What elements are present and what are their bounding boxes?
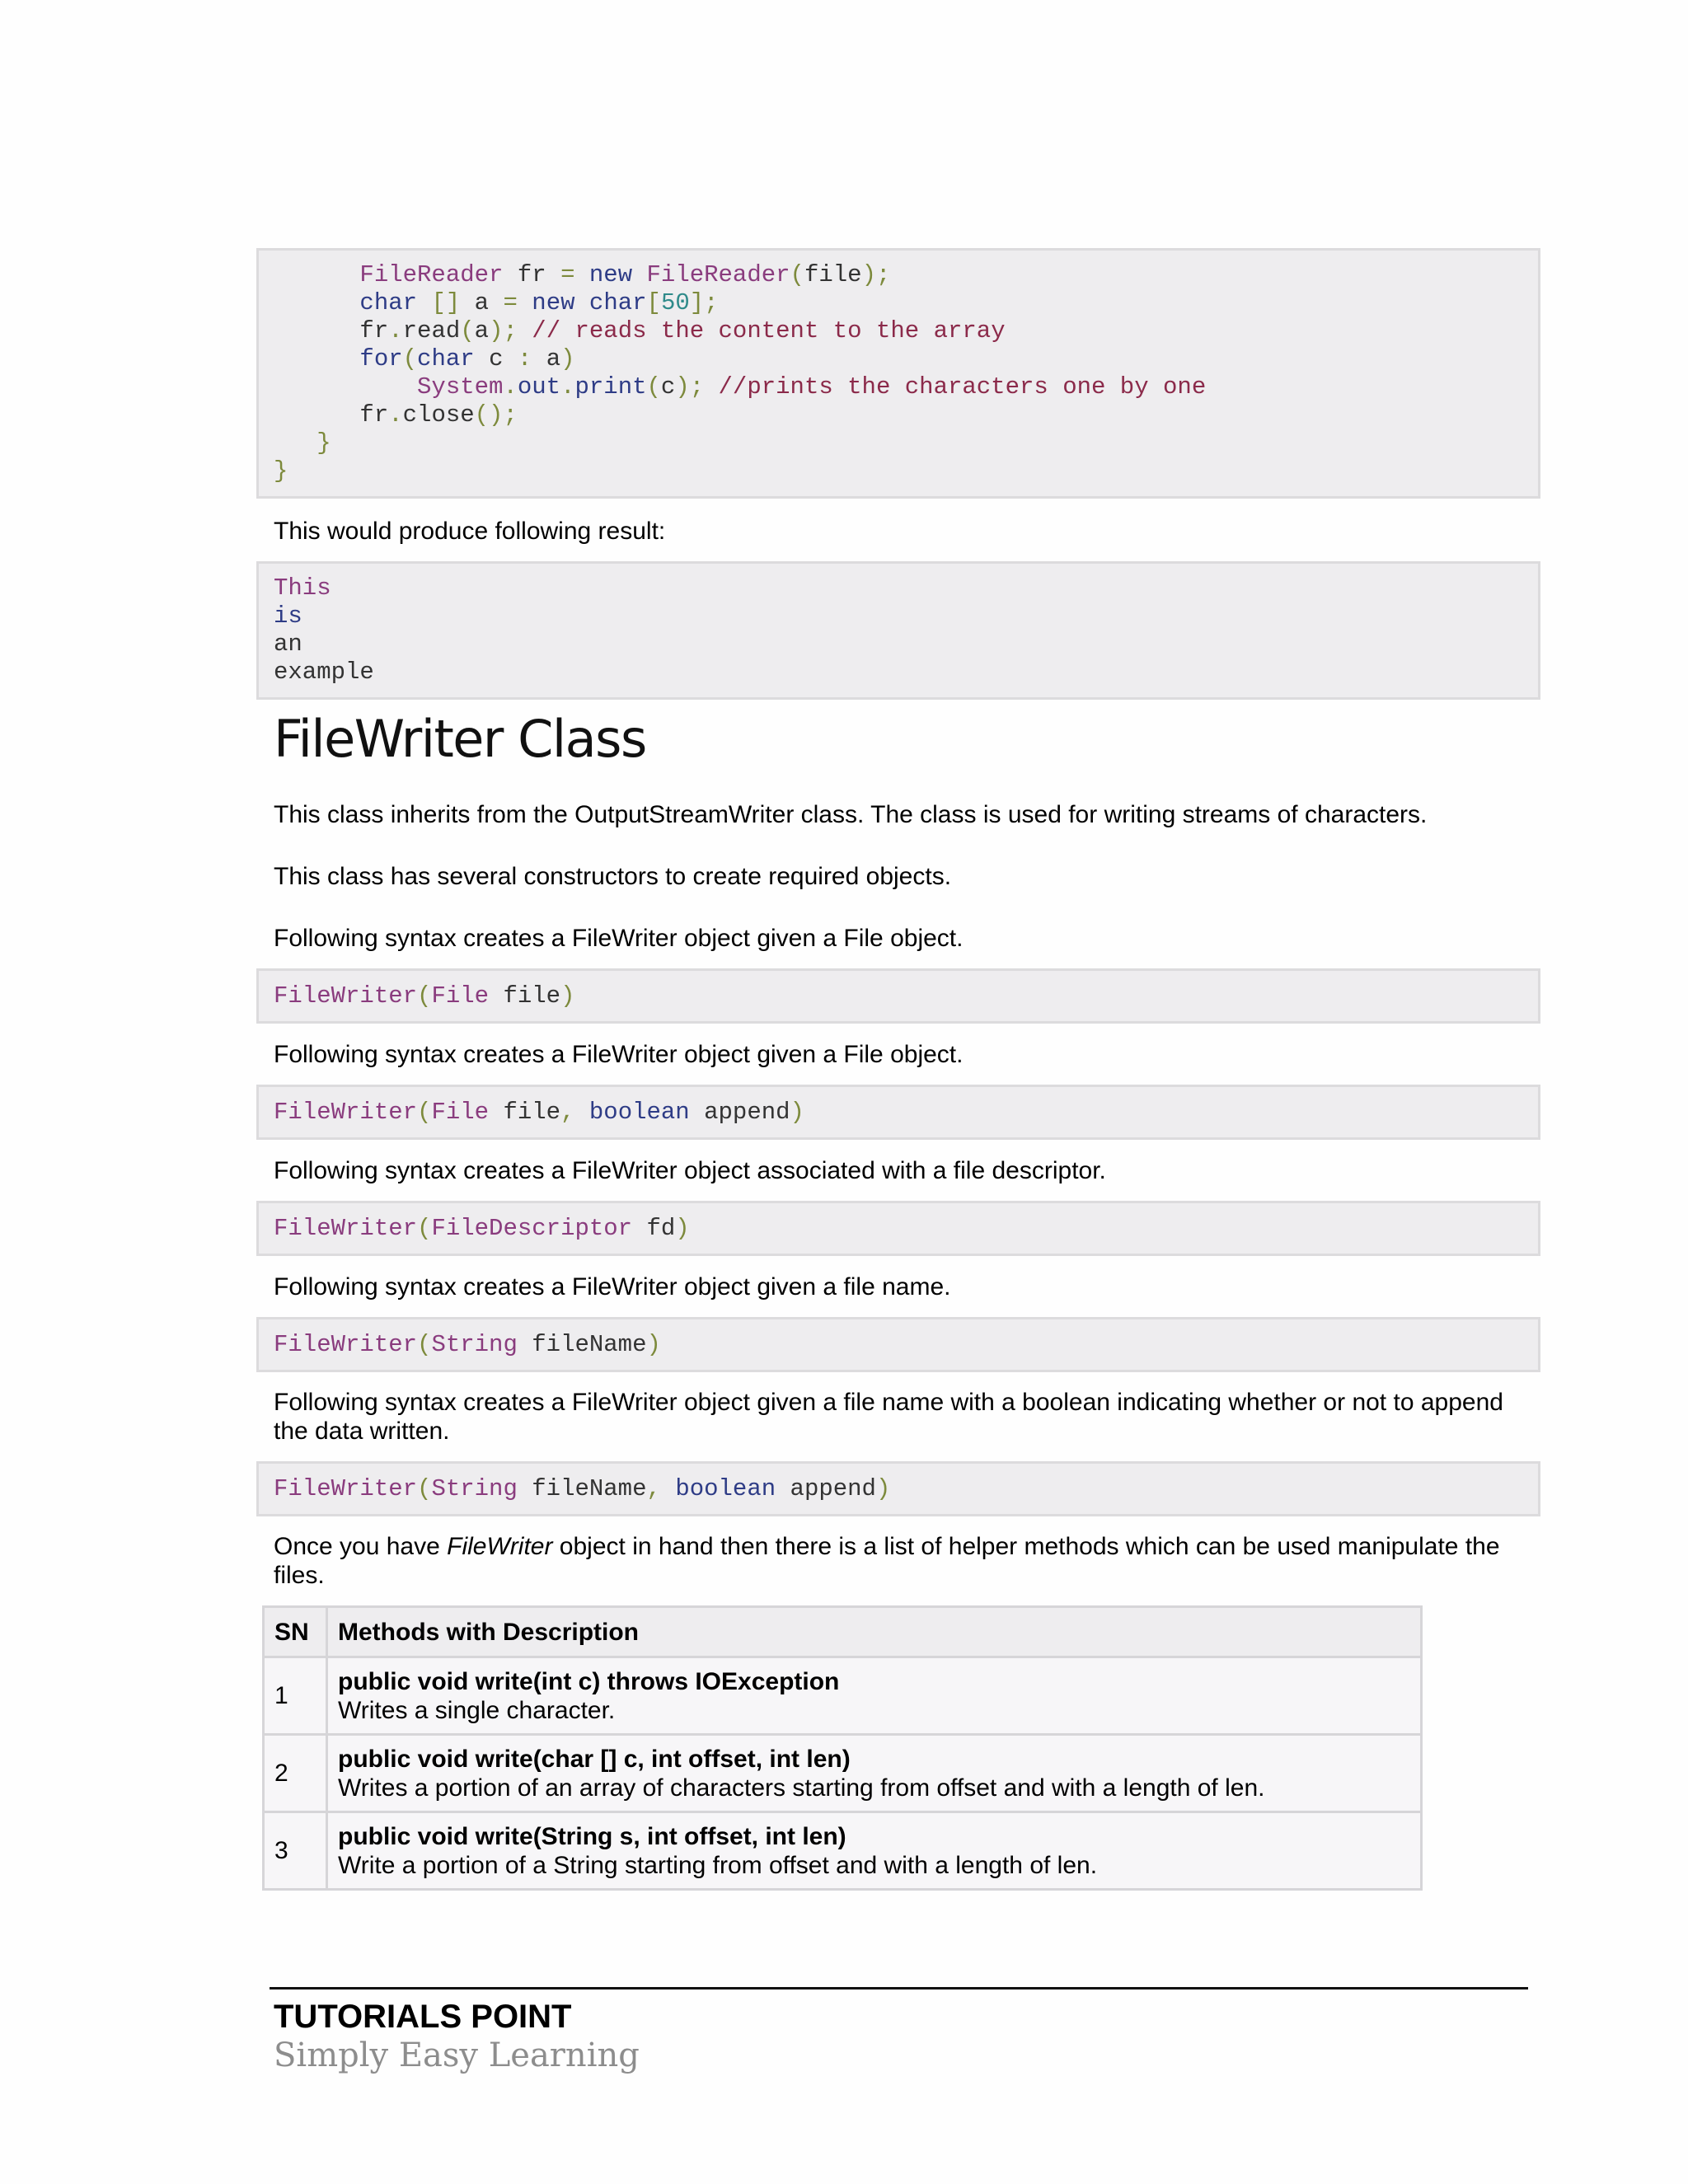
code-line: [274, 1215, 1538, 1243]
footer-tagline: Simply Easy Learning: [274, 2036, 640, 2074]
column-header-sn: SN: [264, 1607, 327, 1657]
code-token: (: [417, 1475, 432, 1502]
code-line: [274, 457, 1538, 485]
code-token: );: [675, 373, 705, 401]
code-token: [574, 1099, 588, 1126]
code-token: ): [646, 1331, 661, 1358]
code-token: [417, 289, 431, 316]
code-token: fd: [632, 1215, 676, 1242]
code-token: }: [316, 429, 331, 457]
ctor-description-5: Following syntax creates a FileWriter object given a file name with a boolean indicating whether or not to append the data written.: [274, 1389, 1503, 1445]
code-token: [632, 261, 646, 288]
code-token: File: [431, 982, 490, 1010]
output-block: [256, 561, 1540, 700]
ctor-code-5: [256, 1461, 1540, 1516]
code-token: append: [776, 1475, 876, 1502]
code-token: []: [431, 289, 461, 316]
code-token: .: [503, 373, 518, 401]
code-token: fr: [359, 317, 389, 344]
code-token: [518, 317, 532, 344]
code-line: [274, 373, 1538, 401]
code-token: (: [790, 261, 804, 288]
code-token: a: [532, 345, 561, 373]
code-token: (: [417, 982, 432, 1010]
code-token: fileName: [517, 1331, 647, 1358]
code-token: ): [875, 1475, 891, 1502]
code-token: String: [431, 1475, 518, 1502]
code-token: (: [417, 1331, 432, 1358]
code-token: (: [417, 1215, 432, 1242]
code-token: a: [460, 289, 504, 316]
code-token: print: [574, 373, 647, 401]
code-token: boolean: [588, 1099, 690, 1126]
code-token: file: [489, 1099, 561, 1126]
row-number: 1: [264, 1657, 327, 1735]
code-token: [274, 345, 359, 373]
section-title: FileWriter Class: [274, 709, 646, 769]
helper-intro: [274, 1532, 1526, 1590]
table-row: [264, 1657, 1422, 1735]
column-header-methods: Methods with Description: [327, 1607, 1422, 1657]
code-line: [274, 1475, 1538, 1503]
code-token: ): [560, 345, 575, 373]
code-token: [: [646, 289, 661, 316]
code-token: ];: [689, 289, 719, 316]
code-token: [575, 289, 589, 316]
ctor-code-3: [256, 1201, 1540, 1256]
code-token: FileWriter: [274, 982, 418, 1010]
code-token: an: [274, 630, 302, 658]
ctor-code-4: [256, 1317, 1540, 1372]
code-token: FileReader: [646, 261, 790, 288]
table-header-row: [264, 1607, 1422, 1657]
code-line: [274, 289, 1538, 317]
code-line: [274, 982, 1538, 1010]
code-token: String: [431, 1331, 518, 1358]
code-token: (: [402, 345, 418, 373]
code-token: .: [560, 373, 575, 401]
code-token: FileDescriptor: [431, 1215, 633, 1242]
footer-divider: [270, 1987, 1528, 1990]
code-line: [274, 602, 1538, 630]
code-token: new: [532, 289, 575, 316]
helper-intro-before: Once you have: [274, 1533, 448, 1560]
code-line: [274, 630, 1538, 658]
code-token: :: [517, 345, 532, 373]
code-token: }: [274, 457, 288, 485]
code-token: [274, 373, 417, 401]
ctor-description-1: Following syntax creates a FileWriter object given a File object.: [274, 925, 964, 952]
code-token: file: [804, 261, 862, 288]
ctor-code-2: [256, 1085, 1540, 1140]
method-signature: public void write(char [] c, int offset, int len): [338, 1745, 851, 1773]
code-line: [274, 317, 1538, 345]
paragraph-constructors: This class has several constructors to create required objects.: [274, 863, 952, 890]
code-token: out: [517, 373, 561, 401]
code-token: a: [474, 317, 490, 344]
code-token: .: [388, 317, 403, 344]
table-row: [264, 1812, 1422, 1890]
code-token: ): [560, 982, 575, 1010]
method-cell: [327, 1657, 1422, 1735]
code-token: );: [489, 317, 518, 344]
code-token: FileWriter: [274, 1331, 418, 1358]
code-token: [661, 1475, 675, 1502]
code-token: [274, 289, 359, 316]
code-token: // reads the content to the array: [532, 317, 1006, 344]
code-token: (: [460, 317, 475, 344]
code-token: read: [402, 317, 461, 344]
code-token: fr: [359, 401, 389, 429]
table-row: [264, 1735, 1422, 1812]
code-token: This: [274, 574, 331, 602]
code-block-filereader: [256, 248, 1540, 499]
method-signature: public void write(String s, int offset, int len): [338, 1822, 846, 1850]
code-token: char: [417, 345, 475, 373]
code-token: =: [503, 289, 518, 316]
ctor-description-4: Following syntax creates a FileWriter object given a file name.: [274, 1273, 951, 1301]
code-token: c: [474, 345, 518, 373]
code-token: FileWriter: [274, 1475, 418, 1502]
code-token: char: [359, 289, 418, 316]
code-token: );: [861, 261, 891, 288]
code-token: is: [274, 602, 302, 630]
code-token: [274, 261, 359, 288]
code-token: char: [588, 289, 647, 316]
code-token: ();: [474, 401, 518, 429]
code-token: [274, 317, 359, 344]
code-token: FileWriter: [274, 1099, 418, 1126]
code-line: [274, 401, 1538, 429]
method-description: Writes a single character.: [338, 1696, 616, 1724]
code-token: new: [588, 261, 633, 288]
code-line: [274, 1099, 1538, 1127]
code-token: .: [388, 401, 403, 429]
method-cell: [327, 1812, 1422, 1890]
code-token: ): [790, 1099, 804, 1126]
code-token: FileReader: [359, 261, 504, 288]
code-token: ,: [646, 1475, 661, 1502]
code-token: append: [689, 1099, 790, 1126]
code-token: ,: [560, 1099, 575, 1126]
code-line: [274, 345, 1538, 373]
code-line: [274, 1331, 1538, 1359]
code-token: [274, 429, 316, 457]
ctor-description-3: Following syntax creates a FileWriter object associated with a file descriptor.: [274, 1157, 1106, 1184]
code-token: 50: [660, 289, 690, 316]
ctor-description-2: Following syntax creates a FileWriter object given a File object.: [274, 1041, 964, 1068]
result-intro: This would produce following result:: [274, 518, 666, 545]
code-token: fr: [503, 261, 561, 288]
methods-table: [262, 1605, 1423, 1891]
code-token: [574, 261, 588, 288]
code-token: ): [675, 1215, 690, 1242]
row-number: 2: [264, 1735, 327, 1812]
code-line: [274, 429, 1538, 457]
code-token: c: [660, 373, 676, 401]
code-line: [274, 658, 1538, 687]
code-token: (: [417, 1099, 432, 1126]
code-token: file: [489, 982, 561, 1010]
code-token: [704, 373, 718, 401]
code-token: System: [417, 373, 504, 401]
code-token: close: [402, 401, 475, 429]
footer-brand: TUTORIALS POINT: [274, 1999, 572, 2035]
code-line: [274, 574, 1538, 602]
method-cell: [327, 1735, 1422, 1812]
code-token: FileWriter: [274, 1215, 418, 1242]
method-signature: public void write(int c) throws IOException: [338, 1667, 840, 1695]
code-token: boolean: [675, 1475, 776, 1502]
helper-intro-after: object in hand then there is a list of helper methods which can be used manipulate the files.: [274, 1533, 1500, 1589]
row-number: 3: [264, 1812, 327, 1890]
ctor-code-1: [256, 968, 1540, 1024]
code-token: [274, 401, 359, 429]
code-token: (: [646, 373, 661, 401]
code-token: File: [431, 1099, 490, 1126]
code-token: [518, 289, 532, 316]
code-line: [274, 261, 1538, 289]
code-token: =: [560, 261, 575, 288]
paragraph-inherits: This class inherits from the OutputStreamWriter class. The class is used for writing streams of characters.: [274, 801, 1428, 828]
method-description: Write a portion of a String starting from offset and with a length of len.: [338, 1851, 1098, 1879]
code-token: example: [274, 658, 374, 686]
code-token: //prints the characters one by one: [718, 373, 1207, 401]
code-token: for: [359, 345, 403, 373]
code-token: fileName: [517, 1475, 647, 1502]
method-description: Writes a portion of an array of characters starting from offset and with a length of len.: [338, 1774, 1265, 1802]
helper-intro-emphasis: FileWriter: [447, 1533, 553, 1560]
